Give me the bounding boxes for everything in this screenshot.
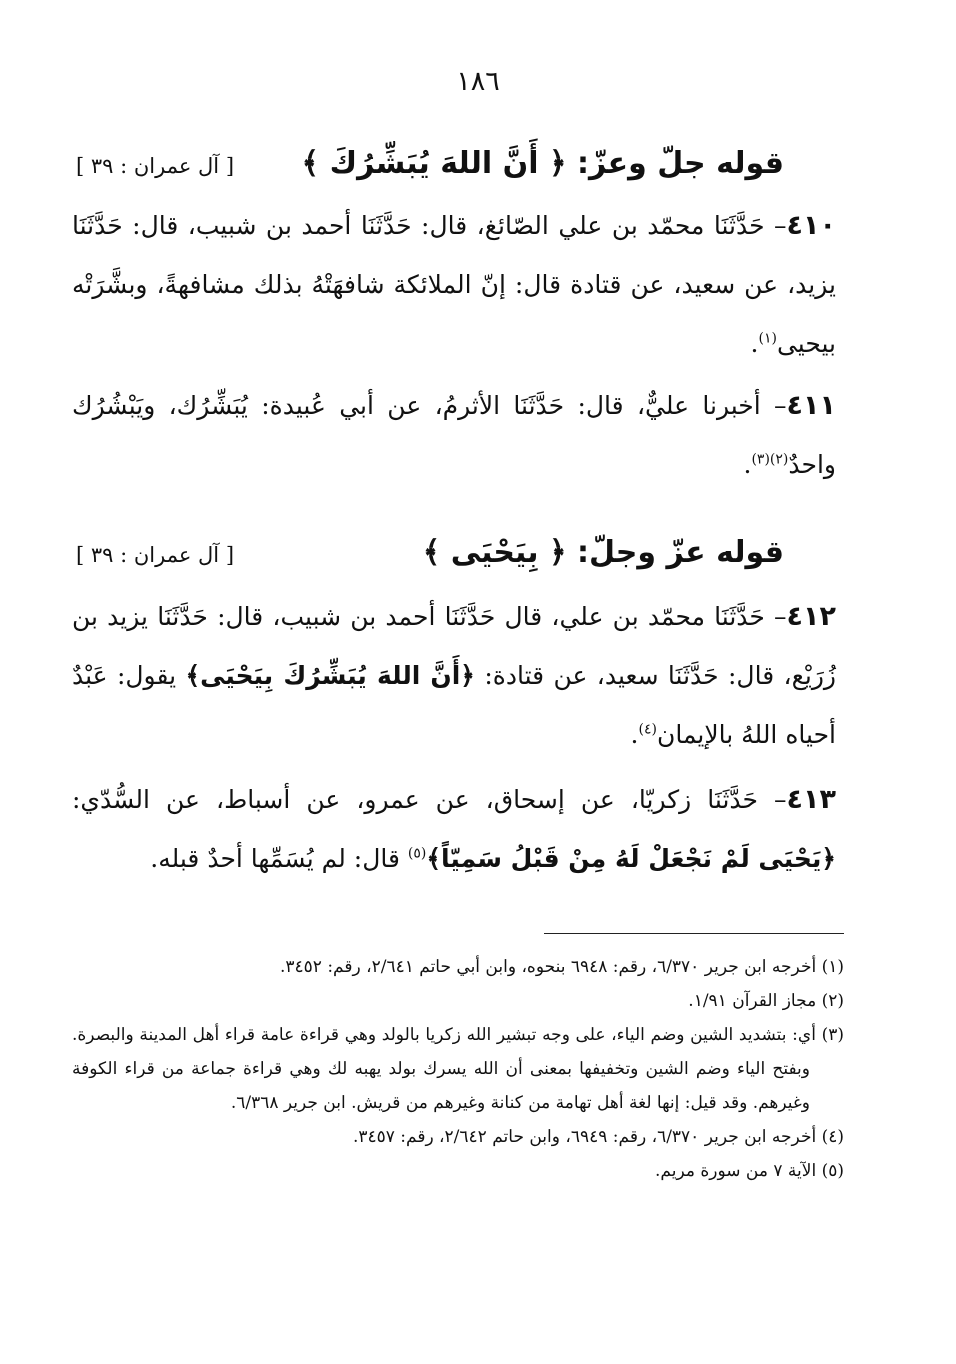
footnote-mark: (٢)(٣) xyxy=(751,451,789,468)
footnote-3: (٣) أي: بتشديد الشين وضم الياء، على وجه تبشير الله زكريا بالولد وهي قراءة عامة قراء أهل المدينة والبصرة. وبفتح الياء وضم الشين وتخفيفها بمعنى أن الله يسرك بولد يهبه لك وهي قراءة جماعة من قراء الكوفة وغيرهم. وقد قيل: إنها لغة أهل تهامة من كنانة وغيرهم من قريش. ابن جرير ٦/٣٦٨. xyxy=(72,1025,844,1113)
footnote-mark: (١) xyxy=(758,330,777,347)
entry-number: ٤١٠ xyxy=(786,210,836,241)
hadith-entry-412 xyxy=(72,587,836,764)
entry-number: ٤١٢ xyxy=(786,601,836,632)
hadith-entry-413 xyxy=(72,770,836,888)
entry-number: ٤١٣ xyxy=(786,784,836,815)
footnote-mark: (٤) xyxy=(638,721,657,738)
entry-text: – حَدَّثَنَا محمّد بن علي، قال حَدَّثَنَا أحمد بن شبيب، قال: حَدَّثَنَا يزيد بن زُرَيْع، قال: حَدَّثَنَا سعيد، عن قتادة: xyxy=(72,602,836,690)
entry-text-after: يقول: عَبْدٌ أحياه اللهُ بالإيمان xyxy=(72,661,836,749)
entry-end: . xyxy=(743,450,752,479)
entry-text-after: قال: لم يُسَمِّها أحدٌ قبله. xyxy=(150,844,408,873)
entry-text: – حَدَّثَنَا محمّد بن علي الصّائغ، قال: حَدَّثَنَا أحمد بن شبيب، قال: حَدَّثَنَا يزيد، عن سعيد، عن قتادة قال: إنّ الملائكة شافهَتْهُ بذلك مشافهةً، وبشَّرَتْه بيحيى xyxy=(72,211,836,358)
hadith-entry-410 xyxy=(72,196,836,373)
page-number: ١٨٦ xyxy=(456,66,500,97)
footnote-1: (١) أخرجه ابن جرير ٦/٣٧٠، رقم: ٦٩٤٨ بنحوه، وابن أبي حاتم ٢/٦٤١، رقم: ٣٤٥٢. xyxy=(279,957,844,977)
quran-quote: ﴿أَنَّ اللهَ يُبَشِّرُكَ بِيَحْيَى﴾ xyxy=(185,661,475,690)
footnote-mark: (٥) xyxy=(407,845,427,862)
footnote-4: (٤) أخرجه ابن جرير ٦/٣٧٠، رقم: ٦٩٤٩، وابن حاتم ٢/٦٤٢، رقم: ٣٤٥٧. xyxy=(352,1127,844,1147)
heading-text: قوله عزّ وجلّ: ﴿ بِيَحْيَى ﴾ xyxy=(422,535,784,570)
footnote-divider xyxy=(544,933,844,934)
surah-reference: [ آل عمران : ٣٩ ] xyxy=(76,543,235,567)
entry-text: – حَدَّثَنَا زكريّا، عن إسحاق، عن عمرو، عن أسباط، عن السُّدّي: xyxy=(72,785,787,814)
entry-text: – أخبرنا عليٌّ، قال: حَدَّثَنَا الأثرمُ، عن أبي عُبيدة: يُبَشِّرُك، ويَبْشُرُك واحدٌ xyxy=(72,391,836,479)
footnotes xyxy=(72,950,844,1188)
section-heading-1 xyxy=(76,146,784,196)
quran-quote: ﴿يَحْيَى لَمْ نَجْعَلْ لَهُ مِنْ قَبْلُ سَمِيّاً﴾ xyxy=(426,844,836,873)
entry-end: . xyxy=(750,329,759,358)
surah-reference: [ آل عمران : ٣٩ ] xyxy=(76,154,235,178)
entry-number: ٤١١ xyxy=(786,390,836,421)
footnote-2: (٢) مجاز القرآن ١/٩١. xyxy=(688,991,844,1011)
hadith-entry-411 xyxy=(72,376,836,494)
entry-end: . xyxy=(630,720,639,749)
section-heading-2 xyxy=(76,535,784,585)
heading-text: قوله جلّ وعزّ: ﴿ أَنَّ اللهَ يُبَشِّرُكَ ﴾ xyxy=(301,146,784,181)
footnote-5: (٥) الآية ٧ من سورة مريم. xyxy=(655,1161,844,1181)
